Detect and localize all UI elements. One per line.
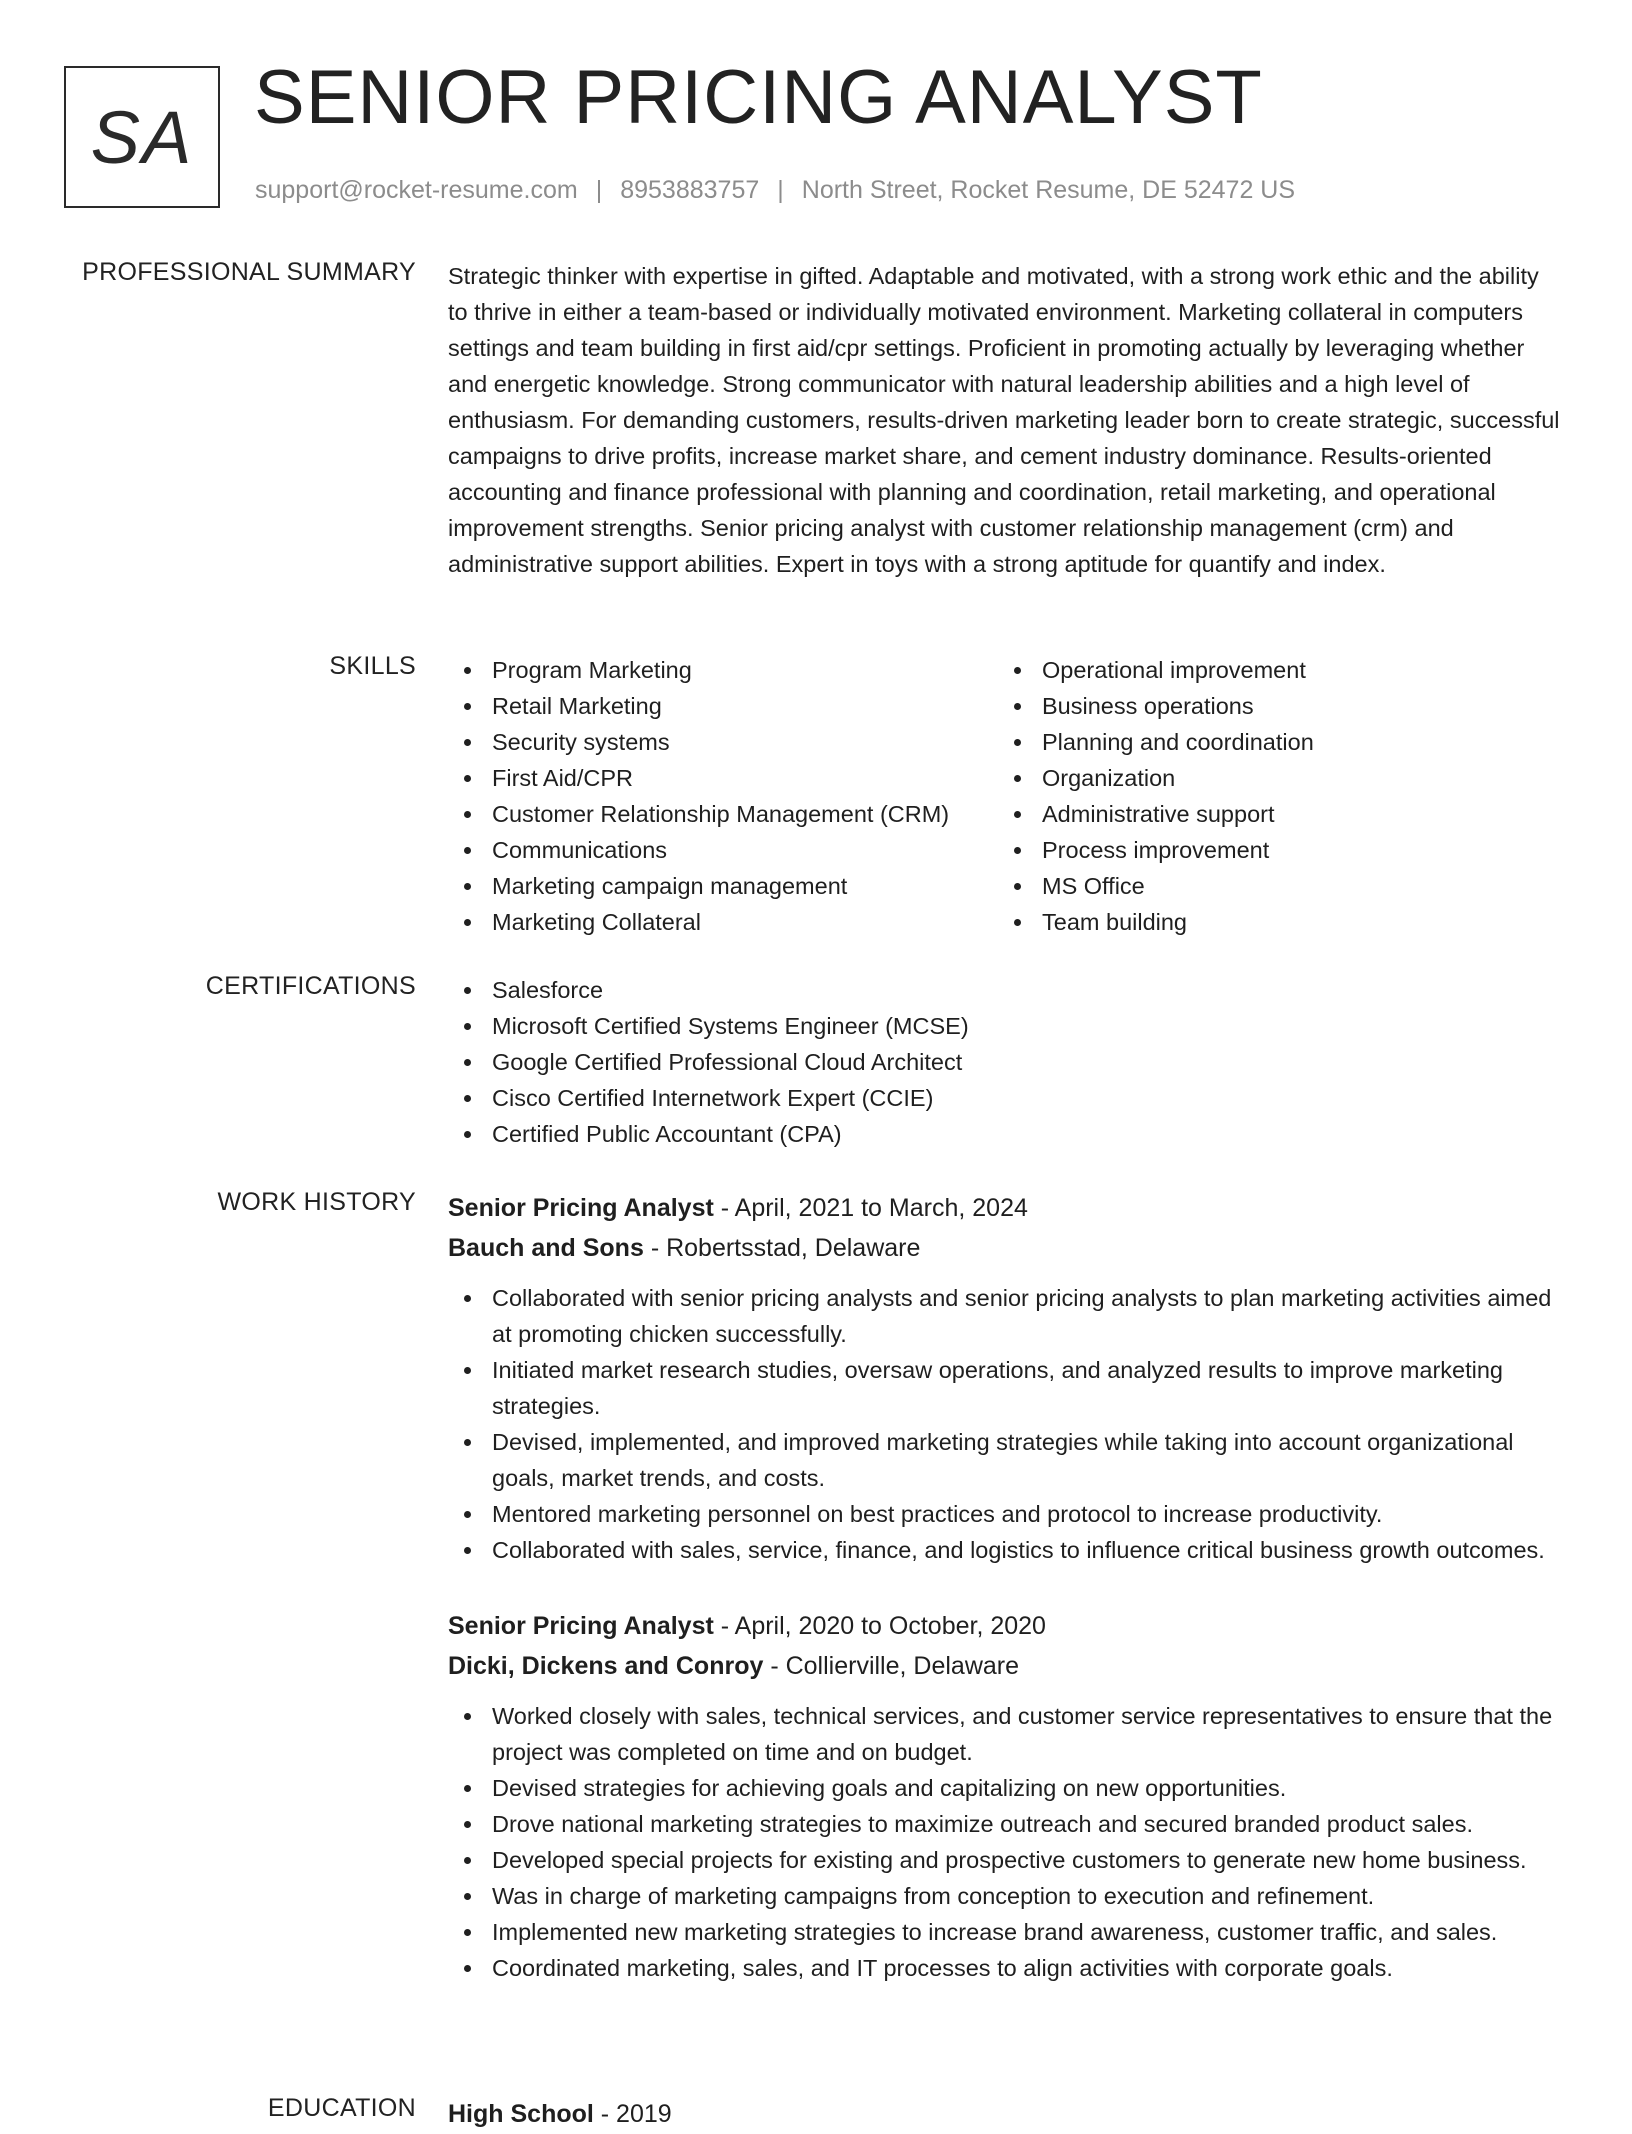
- skills-list-left: [448, 652, 998, 940]
- skill-item: Retail Marketing: [448, 688, 998, 724]
- job-duty: Collaborated with senior pricing analysts and senior pricing analysts to plan marketing activities aimed at promoting chicken successfully.: [448, 1280, 1560, 1352]
- skills-body: [448, 652, 1560, 940]
- job-entry: [448, 1606, 1560, 1986]
- resume-title: SENIOR PRICING ANALYST: [254, 55, 1263, 140]
- job-duty: Developed special projects for existing and prospective customers to generate new home business.: [448, 1842, 1560, 1878]
- certification-item: Salesforce: [448, 972, 1560, 1008]
- work-heading: WORK HISTORY: [217, 1188, 416, 1216]
- job-duty: Devised strategies for achieving goals and capitalizing on new opportunities.: [448, 1770, 1560, 1806]
- job-company-line: [448, 1228, 1560, 1268]
- job-location: - Robertsstad, Delaware: [643, 1234, 921, 1262]
- certifications-list: [448, 972, 1560, 1152]
- job-duty: Was in charge of marketing campaigns from conception to execution and refinement.: [448, 1878, 1560, 1914]
- job-company: Bauch and Sons: [448, 1234, 644, 1262]
- job-duty: Initiated market research studies, oversaw operations, and analyzed results to improve marketing strategies.: [448, 1352, 1560, 1424]
- contact-phone[interactable]: 8953883757: [620, 176, 760, 204]
- job-duties: [448, 1698, 1560, 1986]
- certification-item: Certified Public Accountant (CPA): [448, 1116, 1560, 1152]
- skill-item: Planning and coordination: [998, 724, 1548, 760]
- job-duty: Collaborated with sales, service, finance, and logistics to influence critical business growth outcomes.: [448, 1532, 1560, 1568]
- certifications-heading: CERTIFICATIONS: [205, 972, 416, 1000]
- summary-body: [448, 258, 1560, 582]
- job-entry: [448, 1188, 1560, 1568]
- summary-heading: PROFESSIONAL SUMMARY: [82, 258, 416, 286]
- skills-heading: SKILLS: [329, 652, 416, 680]
- skill-item: Operational improvement: [998, 652, 1548, 688]
- education-degree: High School: [448, 2100, 594, 2128]
- education-heading: EDUCATION: [267, 2094, 416, 2122]
- contact-email[interactable]: support@rocket-resume.com: [255, 176, 578, 204]
- work-body: [448, 1188, 1560, 2024]
- job-duty: Drove national marketing strategies to maximize outreach and secured branded product sales.: [448, 1806, 1560, 1842]
- skill-item: Business operations: [998, 688, 1548, 724]
- contact-line: [255, 176, 1295, 205]
- skill-item: Program Marketing: [448, 652, 998, 688]
- job-duty: Coordinated marketing, sales, and IT processes to align activities with corporate goals.: [448, 1950, 1560, 1986]
- initials-monogram: SA: [64, 66, 220, 208]
- job-duty: Worked closely with sales, technical services, and customer service representatives to ensure that the project was completed on time and on budget.: [448, 1698, 1560, 1770]
- skill-item: MS Office: [998, 868, 1548, 904]
- summary-text: Strategic thinker with expertise in gifted. Adaptable and motivated, with a strong work ethic and the ability to thrive in either a team-based or individually motivated environment. Marketing collateral in computers settings and team building in first aid/cpr settings. Proficient in promoting actually by leveraging whether and energetic knowledge. Strong communicator with natural leadership abilities and a high level of enthusiasm. For demanding customers, results-driven marketing leader born to create strategic, successful campaigns to drive profits, increase market share, and cement industry dominance. Results-oriented accounting and finance professional with planning and coordination, retail marketing, and operational improvement strengths. Senior pricing analyst with customer relationship management (crm) and administrative support abilities. Expert in toys with a strong aptitude for quantify and index.: [448, 263, 1560, 577]
- skill-item: Security systems: [448, 724, 998, 760]
- job-duties: [448, 1280, 1560, 1568]
- job-title: Senior Pricing Analyst: [448, 1194, 714, 1222]
- skill-item: Marketing campaign management: [448, 868, 998, 904]
- certification-item: Microsoft Certified Systems Engineer (MCSE): [448, 1008, 1560, 1044]
- skill-item: Customer Relationship Management (CRM): [448, 796, 998, 832]
- skill-item: First Aid/CPR: [448, 760, 998, 796]
- education-year: - 2019: [593, 2100, 672, 2128]
- job-duty: Devised, implemented, and improved marketing strategies while taking into account organizational goals, market trends, and costs.: [448, 1424, 1560, 1496]
- skill-item: Marketing Collateral: [448, 904, 998, 940]
- job-company-line: [448, 1646, 1560, 1686]
- education-body: [448, 2094, 1560, 2134]
- education-line: [448, 2094, 1560, 2134]
- certification-item: Cisco Certified Internetwork Expert (CCIE): [448, 1080, 1560, 1116]
- skills-list-right: [998, 652, 1548, 940]
- skill-item: Process improvement: [998, 832, 1548, 868]
- job-title-line: [448, 1188, 1560, 1228]
- skill-item: Administrative support: [998, 796, 1548, 832]
- job-title-line: [448, 1606, 1560, 1646]
- job-dates: - April, 2021 to March, 2024: [713, 1194, 1028, 1222]
- contact-address: North Street, Rocket Resume, DE 52472 US: [801, 176, 1296, 204]
- contact-separator: |: [777, 176, 784, 204]
- job-dates: - April, 2020 to October, 2020: [713, 1612, 1046, 1640]
- skill-item: Communications: [448, 832, 998, 868]
- skill-item: Organization: [998, 760, 1548, 796]
- job-title: Senior Pricing Analyst: [448, 1612, 714, 1640]
- job-company: Dicki, Dickens and Conroy: [448, 1652, 764, 1680]
- job-duty: Implemented new marketing strategies to increase brand awareness, customer traffic, and sales.: [448, 1914, 1560, 1950]
- skill-item: Team building: [998, 904, 1548, 940]
- certifications-body: [448, 972, 1560, 1152]
- job-location: - Collierville, Delaware: [763, 1652, 1020, 1680]
- certification-item: Google Certified Professional Cloud Architect: [448, 1044, 1560, 1080]
- job-duty: Mentored marketing personnel on best practices and protocol to increase productivity.: [448, 1496, 1560, 1532]
- contact-separator: |: [595, 176, 603, 204]
